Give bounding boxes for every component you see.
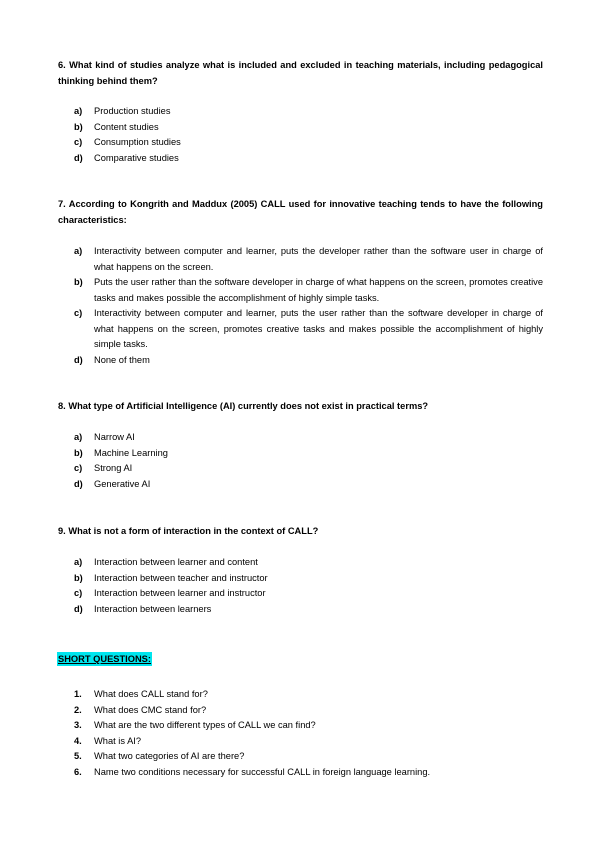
question-8-option-c (74, 461, 543, 477)
option-text: Interaction between learner and content (94, 557, 258, 567)
item-text: What two categories of AI are there? (94, 751, 245, 761)
question-6-option-b (74, 120, 543, 136)
option-marker: b) (74, 121, 83, 132)
question-9-option-d (74, 602, 543, 618)
short-questions-list (74, 687, 543, 780)
option-marker: c) (74, 463, 83, 473)
option-text: Interactivity between computer and learner, puts the developer rather than the software user in charge of what happens on the screen. (94, 246, 543, 272)
option-marker: d) (74, 152, 83, 163)
question-8-option-a (74, 430, 543, 446)
option-text: Content studies (94, 121, 159, 132)
option-text: Strong AI (94, 463, 133, 473)
option-marker: d) (74, 354, 83, 365)
option-marker: d) (74, 478, 83, 489)
option-text: Generative AI (94, 478, 151, 489)
short-question-4 (74, 734, 543, 750)
short-question-5 (74, 749, 543, 765)
item-number: 4. (74, 735, 82, 746)
item-text: What does CALL stand for? (94, 689, 208, 699)
option-text: None of them (94, 354, 150, 365)
question-7-option-c (74, 306, 543, 353)
option-text: Interaction between learner and instructor (94, 588, 266, 598)
item-number: 3. (74, 720, 82, 730)
question-8-option-d (74, 477, 543, 493)
question-8-text: 8. What type of Artificial Intelligence (AI) currently does not exist in practical terms? (58, 401, 429, 411)
option-text: Interaction between learners (94, 603, 212, 614)
option-marker: c) (74, 308, 83, 318)
question-7-options (74, 244, 543, 368)
option-marker: a) (74, 557, 83, 567)
question-6-option-a (74, 104, 543, 120)
option-marker: b) (74, 447, 83, 458)
short-question-2 (74, 703, 543, 719)
question-6-text: 6. What kind of studies analyze what is included and excluded in teaching materials, including pedagogical thinking behind them? (58, 60, 543, 86)
question-7-text: 7. According to Kongrith and Maddux (2005) CALL used for innovative teaching tends to have the following characteristics: (58, 199, 543, 225)
option-marker: a) (74, 432, 83, 442)
option-marker: c) (74, 137, 83, 147)
item-text: Name two conditions necessary for successful CALL in foreign language learning. (94, 766, 431, 777)
option-text: Interaction between teacher and instructor (94, 572, 268, 583)
question-8-options (74, 430, 543, 492)
option-marker: b) (74, 572, 83, 583)
short-question-3 (74, 718, 543, 734)
option-text: Consumption studies (94, 137, 181, 147)
item-number: 1. (74, 689, 82, 699)
question-9-option-a (74, 555, 543, 571)
option-marker: a) (74, 106, 83, 116)
question-9-option-b (74, 571, 543, 587)
option-text: Interactivity between computer and learner, puts the user rather than the software developer in charge of what happens on the screen, promotes creative tasks and makes possible the accomplishment of highly simple tasks. (94, 308, 543, 349)
question-9-options (74, 555, 543, 617)
option-marker: a) (74, 246, 83, 256)
option-text: Machine Learning (94, 447, 168, 458)
short-question-1 (74, 687, 543, 703)
question-6-option-d (74, 151, 543, 167)
option-marker: b) (74, 277, 83, 287)
question-7-option-b (74, 275, 543, 306)
item-text: What is AI? (94, 735, 142, 746)
short-question-6 (74, 765, 543, 781)
question-7-option-a (74, 244, 543, 275)
short-questions-heading: SHORT QUESTIONS: (58, 654, 151, 664)
question-9-option-c (74, 586, 543, 602)
option-marker: c) (74, 588, 83, 598)
option-text: Comparative studies (94, 152, 179, 163)
option-text: Narrow AI (94, 432, 135, 442)
item-number: 2. (74, 704, 82, 715)
item-number: 6. (74, 766, 82, 777)
option-text: Production studies (94, 106, 171, 116)
question-6-options (74, 104, 543, 166)
question-6-option-c (74, 135, 543, 151)
question-8-option-b (74, 446, 543, 462)
item-text: What are the two different types of CALL we can find? (94, 720, 316, 730)
option-marker: d) (74, 603, 83, 614)
option-text: Puts the user rather than the software developer in charge of what happens on the screen, promotes creative tasks and makes possible the accomplishment of highly simple tasks. (94, 277, 543, 303)
item-number: 5. (74, 751, 82, 761)
item-text: What does CMC stand for? (94, 704, 207, 715)
question-9-text: 9. What is not a form of interaction in the context of CALL? (58, 526, 319, 536)
question-7-option-d (74, 353, 543, 369)
